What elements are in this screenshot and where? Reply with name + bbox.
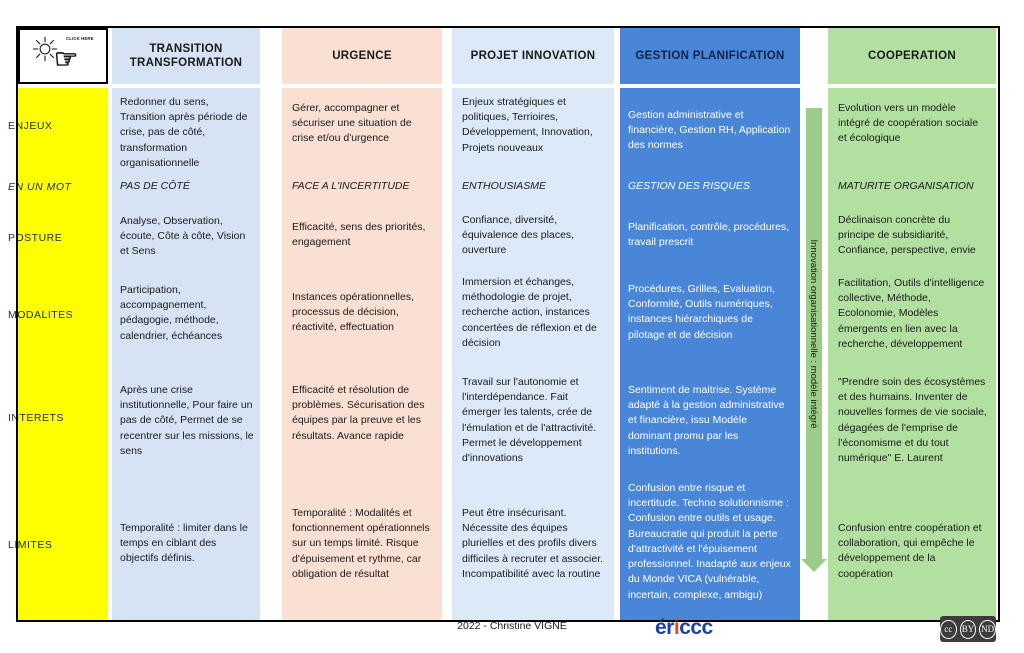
brand-dot: i [673,616,680,639]
cell-posture-transition: Analyse, Observation, écoute, Côte à côte, Vision et Sens [120,215,246,258]
brand-post: ccc [679,616,713,639]
cell-interets-transition: Après une crise institutionnelle, Pour faire un pas de côté, Permet de se recentrer sur les missions, le sens [120,384,254,457]
logo-cell[interactable] [18,28,108,84]
cell-enjeux-urgence: Gérer, accompagner et sécuriser une situation de crise et/ou d'urgence [292,102,412,145]
column-header-label: URGENCE [332,49,392,62]
footer-credit: 2022 - Christine VIGNE [457,620,567,632]
cell-modalites-projet: Immersion et échanges, méthodologie de projet, recherche action, instances concertées de réflexion et de décision [462,276,597,349]
cell-enjeux-cooperation: Evolution vers un modèle intégré de coopération sociale et écologique [838,102,979,145]
cell-posture-cooperation: Déclinaison concrète du principe de subsidiarité, Confiance, perspective, envie [838,214,976,257]
cc-nd-icon: ND [979,620,996,639]
cell-posture-urgence: Efficacité, sens des priorités, engagement [292,221,426,249]
cell-enjeux-projet: Enjeux stratégiques et politiques, Terrioires, Développement, Innovation, Projets nouveaux [462,96,593,154]
cell-posture-projet: Confiance, diversité, équivalence des places, ouverture [462,214,575,257]
cell-interets-cooperation: "Prendre soin des écosystèmes et des humains. Inventer de nouvelles formes de vie sociale, dégagées de l'emprise de l'économisme et du tout numérique" E. Laurent [838,376,987,465]
cc-by-icon: BY [960,620,977,639]
column-header-label: COOPERATION [867,49,957,62]
row-label-posture: POSTURE [8,232,63,244]
cell-interets-urgence: Efficacité et résolution de problèmes. Sécurisation des équipes par la preuve et les résultats. Avance rapide [292,384,425,442]
cell-modalites-transition: Participation, accompagnement, pédagogie, méthode, calendrier, échéances [120,284,223,342]
cell-modalites-urgence: Instances opérationnelles, processus de décision, réactivité, effectuation [292,291,414,334]
row-label-modalites: MODALITES [8,309,74,321]
arrow-tip-icon [801,559,827,572]
row-label-interets: INTERETS [8,412,64,424]
integration-arrow-label: Innovation organisationnelle : modèle intégré [808,239,820,429]
row-label-en-un-mot: EN UN MOT [8,181,72,193]
creative-commons-badge [940,616,996,642]
cell-posture-gestion: Planification, contrôle, procédures, travail prescrit [628,221,790,249]
cell-interets-projet: Travail sur l'autonomie et l'interdépendance. Fait émerger les talents, crée de l'émulation et de l'attractivité. Permet le développement d'innovations [462,376,597,465]
column-header-label: TRANSITION TRANSFORMATION [129,42,243,69]
ericcc-logo [655,616,713,640]
cell-limites-projet: Peut être insécurisant. Nécessite des équipes plurielles et des profils divers difficiles à recruter et associer. Incompatibilité avec la routine [462,507,604,580]
cell-modalites-gestion: Procédures, Grilles, Evaluation, Conformité, Outils numériques, instances hiérarchiques de pilotage et de décision [628,283,776,341]
logo-box [20,30,106,82]
column-header-transition [112,28,260,84]
column-header-label: GESTION PLANIFICATION [635,49,785,62]
cc-circle-icon: cc [940,620,957,639]
cell-limites-gestion: Confusion entre risque et incertitude. Techno solutionnisme : Confusion entre outils et usage. Bureaucratie qui produit la perte d'attractivité et l'épuisement professionnel. Inadapté aux enjeux du Monde VICA (vulnérable, incertain, complexe, ambigu) [628,482,791,601]
brand-pre: ér [655,616,674,639]
row-label-limites: LIMITES [8,539,53,551]
column-header-urgence [282,28,442,84]
cell-interets-gestion: Sentiment de maitrise. Système adapté à la gestion administrative et financière, issu Modèle dominant promu par les institutions. [628,384,785,457]
column-header-label: PROJET INNOVATION [470,49,596,62]
pointing-hand-icon: ☞ [54,44,79,74]
column-header-gestion-planification [620,28,800,84]
cell-limites-transition: Temporalité : limiter dans le temps en ciblant des objectifs définis. [120,522,248,565]
cell-enjeux-transition: Redonner du sens, Transition après période de crise, pas de côté, transformation organisationnelle [120,96,248,169]
cell-en-un-mot-cooperation: MATURITE ORGANISATION [838,180,974,192]
cell-en-un-mot-urgence: FACE A L'INCERTITUDE [292,180,410,192]
cell-en-un-mot-projet: ENTHOUSIASME [462,180,547,192]
column-header-cooperation [828,28,996,84]
cell-limites-cooperation: Confusion entre coopération et collaboration, qui empêche le développement de la coopération [838,522,982,580]
cell-modalites-cooperation: Facilitation, Outils d'intelligence collective, Méthode, Ecolonomie, Modèles émergents en lien avec la recherche, développement [838,277,985,350]
cell-en-un-mot-gestion: GESTION DES RISQUES [628,180,750,192]
row-label-enjeux: ENJEUX [8,120,53,132]
cell-enjeux-gestion: Gestion administrative et financière, Gestion RH, Application des normes [628,109,791,152]
cell-en-un-mot-transition: PAS DE CÔTÉ [120,180,190,192]
cell-limites-urgence: Temporalité : Modalités et fonctionnement opérationnels sur un temps limité. Risque d'épuisement et rythme, car obligation de résultat [292,507,430,580]
column-header-projet-innovation [452,28,614,84]
click-here-label: CLICK HERE [66,36,94,41]
